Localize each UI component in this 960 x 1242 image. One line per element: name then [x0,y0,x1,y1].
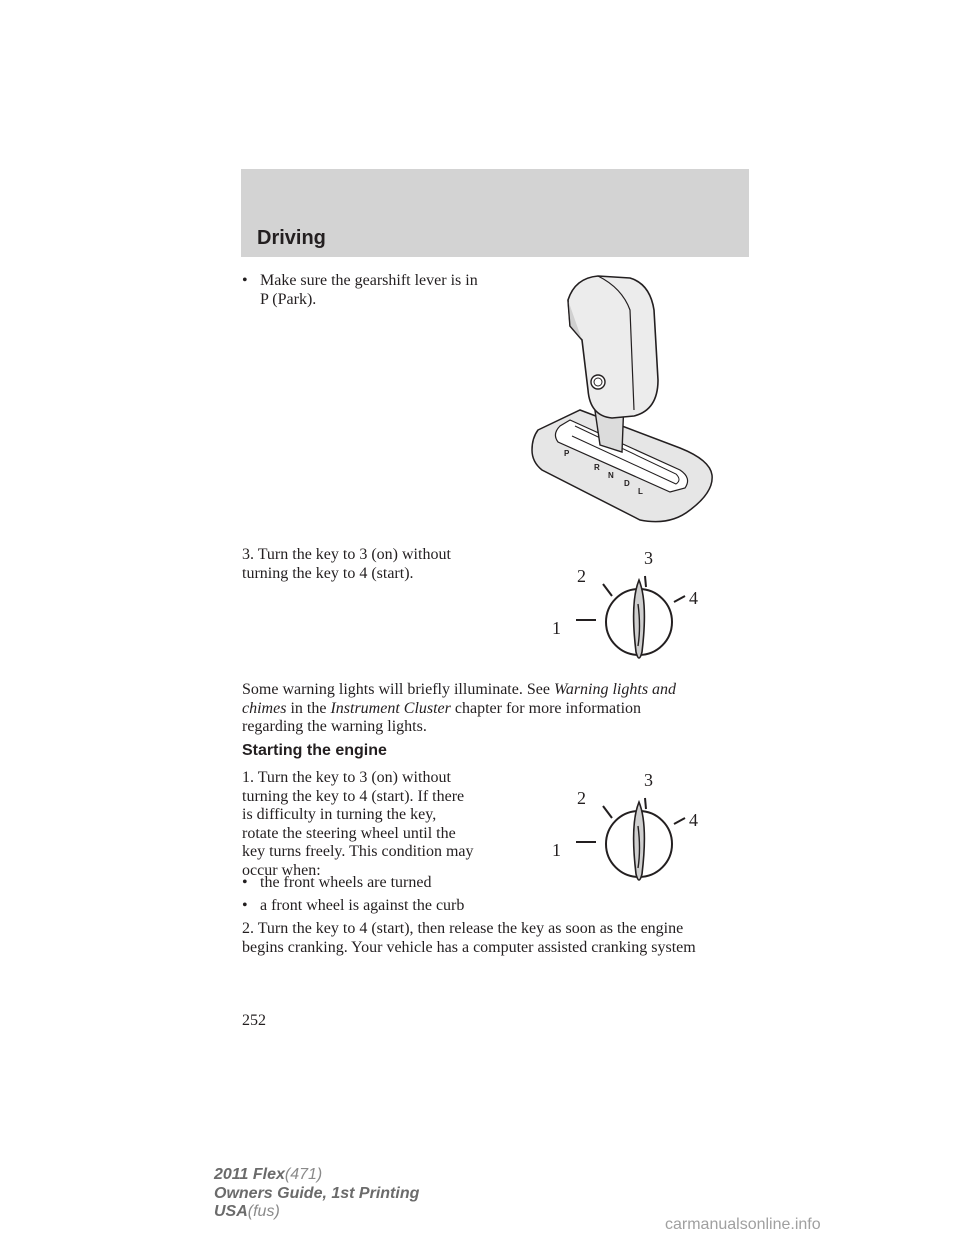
warning-text-2: in the [286,699,331,717]
lever-lock-button [591,375,605,389]
starting-line-5: key turns freely. This condition may [242,843,474,860]
position-label-2: 2 [577,788,586,808]
footer-model-code: (471) [284,1166,323,1183]
warning-text-1: Some warning lights will briefly illuminate. See [242,681,554,698]
bullet-marker: • [242,897,248,914]
page-number: 252 [242,1012,266,1029]
gearshift-line-2: P (Park). [260,290,317,308]
ignition-diagram-2 [548,764,708,888]
print-footer [214,1166,419,1222]
key-line-1: 3. Turn the key to 3 (on) without [242,546,451,563]
key-instruction [242,546,532,586]
gear-letter-r: R [594,463,600,472]
condition-wheel-curb: a front wheel is against the curb [260,897,465,914]
starting-line-4: rotate the steering wheel until the [242,824,456,842]
position-label-3: 3 [644,548,653,568]
gearshift-line-1: Make sure the gearshift lever is in [260,272,478,289]
bullet-marker: • [242,272,248,289]
warning-lights-paragraph [242,681,762,737]
section-header-bar [241,169,749,257]
step2-line-2: begins cranking. Your vehicle has a computer assisted cranking system [242,938,696,956]
starting-line-2: turning the key to 4 (start). If there [242,787,465,805]
gear-letter-p: P [564,449,570,458]
position-label-2: 2 [577,566,586,586]
gear-letter-l: L [638,487,643,496]
condition-wheels-turned: the front wheels are turned [260,874,432,891]
section-title: Driving [257,227,326,249]
starting-line-3: is difficulty in turning the key, [242,806,437,823]
position-tick-2 [603,806,612,818]
starting-step-2 [242,920,762,957]
watermark-text: carmanualsonline.info [665,1216,821,1233]
position-tick-3 [645,798,646,809]
starting-line-6: occur when: [242,861,321,879]
position-label-4: 4 [689,588,698,608]
step2-line-1: 2. Turn the key to 4 (start), then release the key as soon as the engine [242,920,684,937]
warning-line-3: regarding the warning lights. [242,718,427,735]
gearshift-illustration [530,270,720,525]
lever-handle [568,276,658,418]
ignition-diagram-1 [548,542,708,666]
position-tick-4 [674,596,685,602]
warning-chimes-ref: chimes [242,699,287,717]
footer-guide: Owners Guide, 1st Printing [214,1184,420,1202]
starting-line-1: 1. Turn the key to 3 (on) without [242,769,451,786]
gear-letter-d: D [624,479,630,488]
warning-text-3: chapter for more information [450,699,642,717]
starting-step-1 [242,769,532,880]
gear-letter-n: N [608,471,614,480]
footer-model: 2011 Flex [214,1166,285,1183]
position-tick-2 [603,584,612,596]
footer-market-code: (fus) [247,1203,280,1220]
position-tick-4 [674,818,685,824]
bullet-marker: • [242,874,248,891]
footer-market: USA [214,1203,248,1220]
starting-engine-heading: Starting the engine [242,742,387,759]
instrument-cluster-ref: Instrument Cluster [330,699,451,717]
starting-conditions-list [242,874,542,914]
warning-lights-ref: Warning lights and [553,681,677,698]
position-label-4: 4 [689,810,698,830]
position-label-1: 1 [552,840,561,860]
position-label-1: 1 [552,618,561,638]
gearshift-instruction [242,272,522,312]
position-tick-3 [645,576,646,587]
position-label-3: 3 [644,770,653,790]
key-line-2: turning the key to 4 (start). [242,564,414,582]
